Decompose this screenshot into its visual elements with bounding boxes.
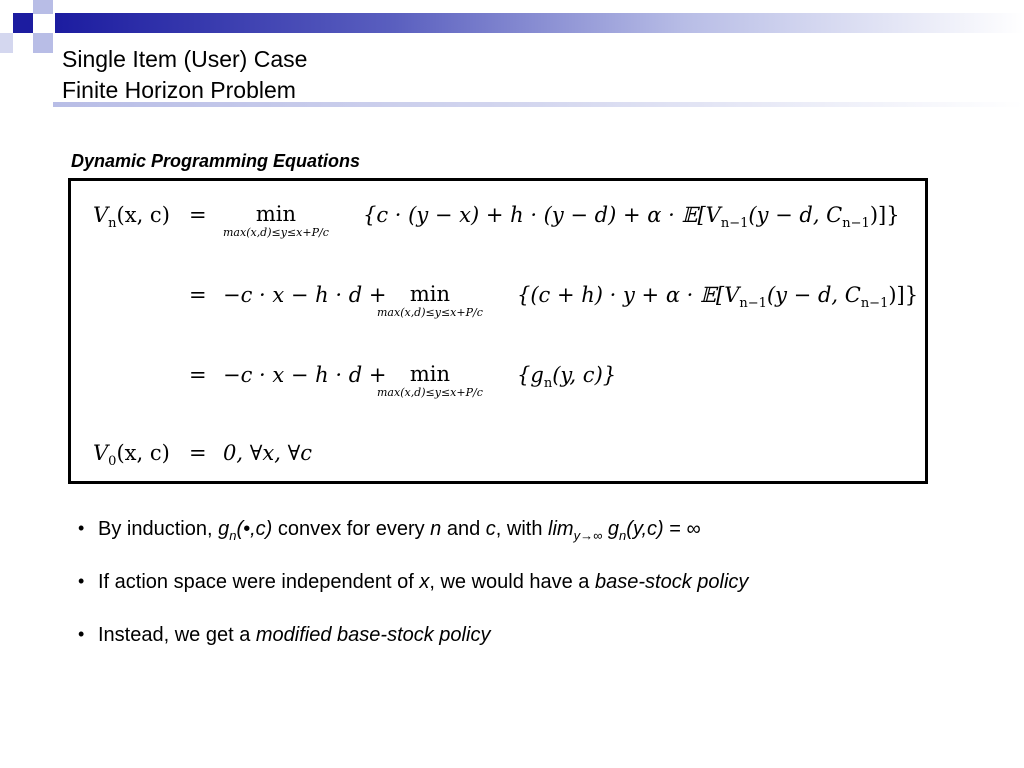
bullet-item-3: • Instead, we get a modified base-stock policy (78, 624, 998, 677)
equals-sign: = (189, 363, 207, 387)
equation-line-3-prefix: −c · x − h · d + (223, 363, 387, 387)
equals-sign: = (189, 203, 207, 227)
bullet-item-1: • By induction, $g_n(•,c)$ convex for every n and c, with $\lim_{y\to\infty} g_n(y,c)$ = ∞ (78, 518, 998, 571)
bullet-list (78, 518, 998, 677)
title-line-2: Finite Horizon Problem (62, 77, 296, 103)
decor-square (33, 0, 53, 14)
equation-line-4-rhs: 0, ∀x, ∀c (223, 441, 313, 465)
equation-line-1: $V_n(x$, c) (93, 203, 170, 231)
decor-square (13, 13, 33, 33)
equation-line-4: $V_0(x$, c) (93, 441, 170, 469)
min-operator: min max(x,d)≤y≤x+P/c (377, 282, 483, 319)
min-operator: min max(x,d)≤y≤x+P/c (223, 202, 329, 239)
equation-line-2-prefix: −c · x − h · d + (223, 283, 387, 307)
section-heading: Dynamic Programming Equations (71, 151, 361, 171)
decor-square (0, 33, 13, 53)
equation-line-2-rhs: {$(c + h) \cdot y + \alpha \cdot 𝔼[V_{n-1}(y - d$, $C_{n-1}$)]} (517, 283, 919, 311)
equals-sign: = (189, 441, 207, 465)
min-operator: min max(x,d)≤y≤x+P/c (377, 362, 483, 399)
equation-line-3-rhs: {$g_n(y$, c)} (517, 363, 617, 391)
equals-sign: = (189, 283, 207, 307)
bullet-item-2: • If action space were independent of x, we would have a base-stock policy (78, 571, 998, 624)
equation-box (68, 178, 928, 484)
title-line-1: Single Item (User) Case (62, 46, 308, 72)
decor-square (33, 33, 53, 53)
header-gradient-bar (55, 13, 1024, 33)
slide-title (62, 44, 307, 106)
equation-line-1-rhs: {$c \cdot (y - x) + h \cdot (y - d) + \alpha \cdot 𝔼[V_{n-1}(y - d$, $C_{n-1}$)]} (363, 203, 900, 231)
